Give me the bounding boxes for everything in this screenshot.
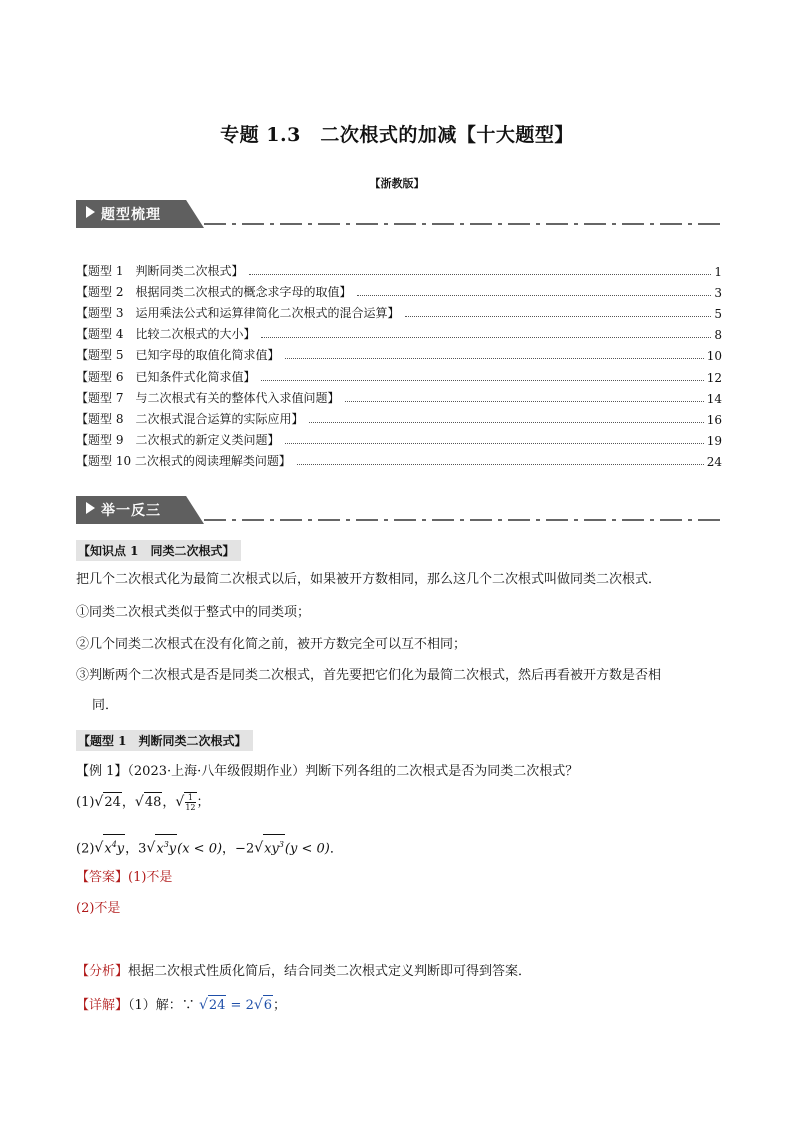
toc-leader-dots	[261, 337, 711, 338]
toc-leader-dots	[297, 464, 704, 465]
toc-entry[interactable]	[76, 406, 722, 427]
edition-label: 【浙教版】	[369, 177, 425, 190]
toc-entry-page: 14	[706, 391, 722, 406]
toc-entry[interactable]	[76, 363, 722, 384]
question-label: (1)	[76, 795, 95, 810]
toc-entry-label: 【题型 9 二次根式的新定义类问题】	[76, 432, 280, 447]
toc-leader-dots	[309, 422, 703, 423]
toc-entry-page: 3	[714, 286, 722, 301]
toc-entry-label: 【题型 2 根据同类二次根式的概念求字母的取值】	[76, 285, 352, 300]
toc-entry-page: 12	[706, 370, 722, 385]
toc-entry-page: 10	[706, 349, 722, 364]
question-1: (1)√24，√48，√ $\frac{1}{12}$ ；	[76, 793, 210, 812]
example-text: 判断下列各组的二次根式是否为同类二次根式？	[305, 764, 579, 779]
toc-leader-dots	[357, 295, 711, 296]
toc-entry-page: 1	[714, 265, 722, 280]
detail-formula: √24 = 2√6	[199, 998, 273, 1013]
analysis-text: 根据二次根式性质化简后，结合同类二次根式定义判断即可得到答案．	[128, 964, 532, 979]
knowledge-heading: 【知识点 1 同类二次根式】	[76, 540, 241, 561]
knowledge-point-2: ②几个同类二次根式在没有化简之前，被开方数完全可以互不相同；	[76, 637, 467, 652]
toc-leader-dots	[285, 358, 703, 359]
play-icon	[86, 206, 95, 218]
toc-entry[interactable]	[76, 258, 722, 279]
toc-leader-dots	[261, 380, 703, 381]
section-banner-examples	[76, 496, 722, 526]
play-icon	[86, 502, 95, 514]
banner-label: 题型梳理	[101, 207, 161, 223]
table-of-contents	[76, 258, 722, 469]
toc-entry-page: 5	[714, 307, 722, 322]
example-1	[76, 762, 722, 782]
toc-entry[interactable]	[76, 385, 722, 406]
type1-heading: 【题型 1 判断同类二次根式】	[76, 730, 253, 751]
knowledge-definition: 把几个二次根式化为最简二次根式以后，如果被开方数相同，那么这几个二次根式叫做同类二次根式．	[76, 572, 662, 587]
toc-entry[interactable]	[76, 427, 722, 448]
knowledge-point-3: ③判断两个二次根式是否是同类二次根式，首先要把它们化为最简二次根式，然后再看被开方数是否相	[76, 668, 662, 683]
answer-tag: 【答案】	[76, 870, 129, 885]
toc-entry-label: 【题型 3 运用乘法公式和运算律简化二次根式的混合运算】	[76, 306, 400, 321]
answer-1	[76, 868, 722, 888]
section-banner-toc	[76, 200, 722, 230]
detail: 【详解】（1）解：∵ √24 = 2√6；	[76, 995, 722, 1016]
answer-text: (1)不是	[128, 870, 173, 885]
toc-entry-page: 24	[706, 454, 722, 469]
toc-leader-dots	[345, 401, 703, 402]
toc-entry-page: 8	[714, 328, 722, 343]
banner-tab-text	[86, 204, 161, 224]
banner-tab-text	[86, 500, 161, 520]
knowledge-point-1: ①同类二次根式类似于整式中的同类项；	[76, 605, 311, 620]
toc-entry-label: 【题型 7 与二次根式有关的整体代入求值问题】	[76, 390, 340, 405]
toc-entry[interactable]	[76, 342, 722, 363]
banner-label: 举一反三	[101, 503, 161, 519]
toc-entry-label: 【题型 6 已知条件式化简求值】	[76, 369, 256, 384]
toc-entry-label: 【题型 8 二次根式混合运算的实际应用】	[76, 411, 304, 426]
example-label: 【例 1】	[76, 764, 128, 779]
knowledge-point-3-cont: 同．	[92, 698, 119, 713]
answer-2: (2)不是	[76, 901, 121, 916]
toc-leader-dots	[285, 443, 703, 444]
toc-leader-dots	[249, 274, 711, 275]
toc-entry[interactable]	[76, 300, 722, 321]
detail-tag: 【详解】	[76, 998, 129, 1013]
toc-entry-page: 19	[706, 433, 722, 448]
page-title: 专题 1.3 二次根式的加减【十大题型】	[220, 124, 574, 146]
toc-entry-label: 【题型 10 二次根式的阅读理解类问题】	[76, 453, 291, 468]
analysis-tag: 【分析】	[76, 964, 129, 979]
toc-entry-label: 【题型 4 比较二次根式的大小】	[76, 327, 256, 342]
detail-text: （1）解：∵	[128, 998, 195, 1013]
question-2: $(2)√x^4y$，$3√x^3y(x < 0)$，$-2√xy^3(y < 0)$．	[76, 834, 722, 859]
toc-leader-dots	[405, 316, 711, 317]
toc-entry[interactable]	[76, 279, 722, 300]
toc-entry-label: 【题型 1 判断同类二次根式】	[76, 264, 244, 279]
toc-entry-page: 16	[706, 412, 722, 427]
question-label: (2)	[76, 841, 95, 857]
toc-entry-label: 【题型 5 已知字母的取值化简求值】	[76, 348, 280, 363]
toc-entry[interactable]	[76, 448, 722, 469]
analysis	[76, 962, 722, 982]
example-source: （2023·上海·八年级假期作业）	[127, 764, 306, 779]
toc-entry[interactable]	[76, 321, 722, 342]
